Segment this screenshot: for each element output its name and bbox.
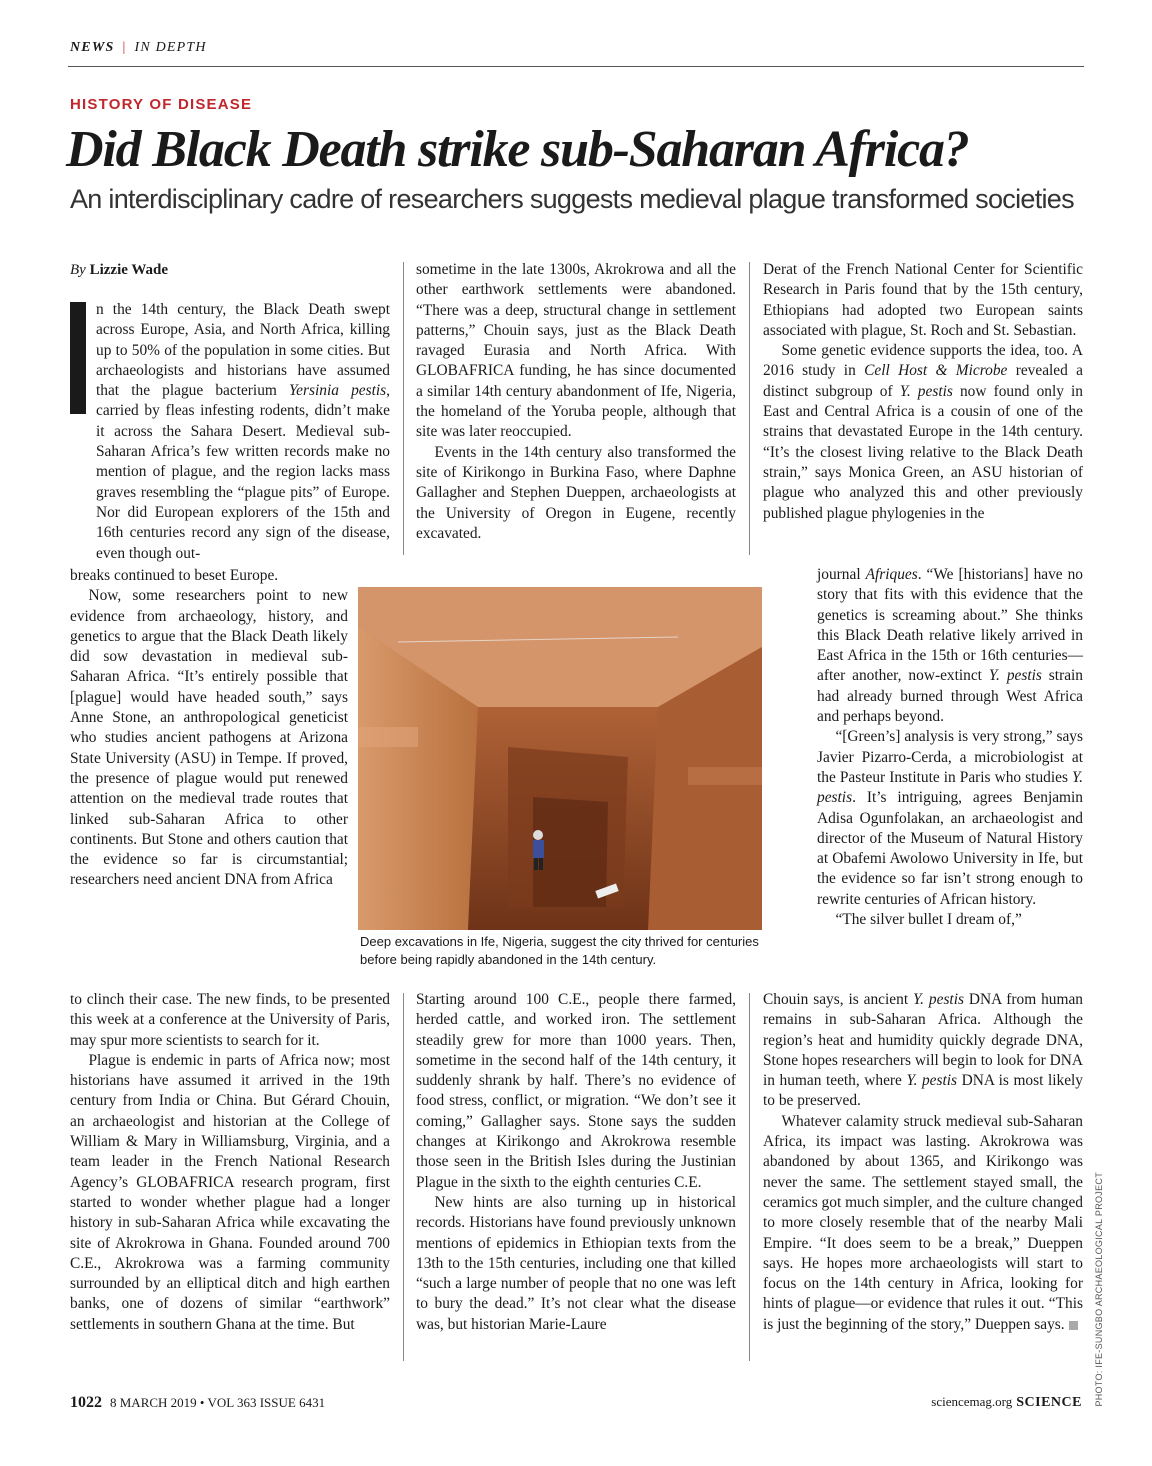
- header-rule: [68, 66, 1084, 67]
- col3-wrap-b: . “We [historians] have no story that fits with this evidence that the genetics is screaming about.” She thinks this Black Death relative likely arrived in East Africa in the 15th or 16th centuries—after another, now-extinct: [817, 566, 1083, 685]
- col1-p1-text: n the 14th century, the Black Death swept across Europe, Asia, and North Africa, killing up to 50% of the population in some cities. But archaeologists and historians have assumed that the plague bacterium: [96, 301, 390, 400]
- column-rule-2b: [749, 993, 750, 1361]
- col1-p1-rest: , carried by fleas infesting rodents, didn’t make it across the Sahara Desert. Medieval sub-Saharan Africa’s few written records make no mention of plague, and the region lacks mass graves resembling the “plague pits” of Europe. Nor did European explorers of the 15th and 16th centuries record any sign of the disease, even though out-: [96, 382, 390, 562]
- col3-p3a: “[Green’s] analysis is very strong,” says Javier Pizarro-Cerda, a microbiologist at the Pasteur Institute in Paris who studies: [817, 728, 1083, 786]
- byline-author: Lizzie Wade: [89, 262, 169, 278]
- dek: An interdisciplinary cadre of researchers suggests medieval plague transformed societies: [70, 184, 1074, 214]
- col1-p1-indent: [96, 300, 390, 564]
- col3-p4c: DNA from human remains in sub-Saharan Africa. Although the region’s heat and humidity quickly degrade DNA, Stone hopes researchers will begin to look for DNA in human teeth, where: [763, 991, 1084, 1090]
- col3-p2-journal: Cell Host & Microbe: [864, 362, 1008, 380]
- excavation-photo: [358, 587, 762, 930]
- col3-p3b: . It’s intriguing, agrees Benjamin Adisa Ogunfolakan, an archaeologist and director of the Museum of Natural History at Obafemi Awolowo University in Ife, but the evidence so far isn’t strong enough to rewrite centuries of African history.: [817, 789, 1083, 908]
- col3-p2b: revealed a distinct subgroup of: [763, 362, 1083, 400]
- byline: [70, 262, 168, 279]
- magazine-name: SCIENCE: [1016, 1395, 1082, 1410]
- col3-top: [763, 260, 1083, 524]
- footer-left: [70, 1394, 325, 1412]
- col2-p2: Events in the 14th century also transformed the site of Kirikongo in Burkina Faso, where Daphne Gallagher and Stephen Dueppen, archaeologists at the University of Oregon in Eugene, recently excavated.: [416, 443, 736, 542]
- photo-credit: PHOTO: IFE-SUNGBO ARCHAEOLOGICAL PROJECT: [1094, 1172, 1104, 1407]
- col3-p2-yp: Y. pestis: [899, 382, 953, 400]
- col1-p1-wrap: breaks continued to beset Europe.: [70, 567, 279, 584]
- col3-narrow: [817, 565, 1083, 930]
- col1-bottom: [70, 990, 390, 1335]
- section-name: NEWS: [70, 40, 115, 55]
- column-rule-1a: [403, 262, 404, 555]
- site-url: sciencemag.org: [931, 1394, 1013, 1409]
- col3-p4d: DNA is most likely to be preserved.: [763, 1072, 1083, 1110]
- col1-p2-rest: to clinch their case. The new finds, to be presented this week at a conference at the University of Paris, may spur more scientists to search for it.: [70, 991, 390, 1049]
- end-mark-icon: [1069, 1321, 1078, 1330]
- section-header: NEWS | IN DEPTH: [70, 40, 207, 55]
- page-number: 1022: [70, 1394, 102, 1411]
- subsection-name: IN DEPTH: [134, 40, 207, 55]
- dropcap: [70, 302, 86, 414]
- col3-p5: Whatever calamity struck medieval sub-Saharan Africa, its impact was lasting. Akrokrowa was abandoned by about 1365, and Kirikongo was never the same. The settlement stayed small, the ceramics got much simpler, and the culture changed to more closely resemble that of the nearby Mali Empire. “It does seem to be a break,” Dueppen says. He hopes more archaeologists will start to focus on the 14th century in Africa, looking for hints of plague—or evidence that rules it out. “This is just the beginning of the story,” Dueppen says.: [763, 1112, 1083, 1333]
- col3-p4a: “The silver bullet I dream of,”: [835, 911, 1022, 929]
- col3-wrap-a: journal: [817, 566, 866, 583]
- issue-info: 8 MARCH 2019 • VOL 363 ISSUE 6431: [110, 1395, 326, 1410]
- photo-caption: Deep excavations in Ife, Nigeria, suggest the city thrived for centuries before being rapidly abandoned in the 14th century.: [360, 934, 759, 967]
- col3-wrap-yp: Y. pestis: [988, 667, 1042, 685]
- col3-wrap-c: strain had already burned through West Africa and perhaps beyond.: [817, 667, 1084, 726]
- footer-right: [931, 1394, 1082, 1411]
- kicker: HISTORY OF DISEASE: [70, 96, 253, 113]
- column-rule-2a: [749, 262, 750, 555]
- col3-wrap-journal: Afriques: [865, 566, 918, 583]
- column-rule-1b: [403, 993, 404, 1361]
- col3-p4b: Chouin says, is ancient: [763, 991, 914, 1008]
- col3-p4-yp: Y. pestis: [913, 991, 964, 1008]
- headline: Did Black Death strike sub-Saharan Africa?: [66, 121, 969, 178]
- col3-p3-yp: Y. pestis: [817, 768, 1083, 807]
- col3-p4-yp2: Y. pestis: [906, 1072, 958, 1090]
- col2-top-text: sometime in the late 1300s, Akrokrowa and all the other earthwork settlements were abandoned. “There was a deep, structural change in settlement patterns,” Chouin says, just as the Black Death ravaged Eurasia and North Africa. With GLOBAFRICA funding, he has since documented a similar 14th century abandonment of Ife, Nigeria, the homeland of the Yoruba people, although that site was later reoccupied.: [416, 261, 736, 441]
- col3-p2c: now found only in East and Central Africa is a cousin of one of the strains that devastated Europe in the 14th century. “It’s the closest living relative to the Black Death strain,” says Monica Green, an ASU historian of plague who analyzed this and other previously published plague phylogenies in the: [763, 382, 1084, 522]
- col2-p4: New hints are also turning up in historical records. Historians have found previously unknown mentions of epidemics in Ethiopian texts from the 13th to the 15th centuries, including one that killed “such a large number of people that no one was left to bury the dead.” It’s not clear what the disease was, but historian Marie-Laure: [416, 1193, 736, 1333]
- excavation-photo-illustration: [358, 587, 762, 930]
- col3-top-text: Derat of the French National Center for Scientific Research in Paris found that by the 15th century, Ethiopians had adopted two European saints associated with plague, St. Roch and St. Sebastian.: [763, 261, 1083, 339]
- col3-bottom: [763, 990, 1083, 1335]
- col3-p2a: Some genetic evidence supports the idea, too. A 2016 study in: [763, 342, 1083, 380]
- col2-bottom-text: Starting around 100 C.E., people there farmed, herded cattle, and worked iron. The settlement steadily grew for more than 1000 years. Then, sometime in the second half of the 14th century, it suddenly shrank by half. There’s no evidence of food stress, conflict, or migration. “We don’t see it coming,” Gallagher says. Stone says the sudden changes at Kirikongo and Akrokrowa resemble those seen in the British Isles during the Justinian Plague in the sixth to the eighth centuries C.E.: [416, 991, 736, 1191]
- col1-p2: Now, some researchers point to new evidence from archaeology, history, and genetics to argue that the Black Death likely did sow devastation in medieval sub-Saharan Africa. “It’s entirely possible that [plague] would have headed south,” says Anne Stone, an anthropological geneticist who studies ancient pathogens at Arizona State University (ASU) in Tempe. If proved, the presence of plague would put renewed attention on the medieval trade routes that linked sub-Saharan Africa to other continents. But Stone and others caution that the evidence so far is circumstantial; researchers need ancient DNA from Africa: [70, 587, 348, 889]
- col2-top: [416, 260, 736, 544]
- col1-p1-italic: Yersinia pestis: [289, 382, 387, 400]
- col2-bottom: [416, 990, 736, 1335]
- byline-prefix: By: [70, 262, 86, 278]
- col1-p3: Plague is endemic in parts of Africa now; most historians have assumed it arrived in the 19th century from India or China. But Gérard Chouin, an archaeologist and historian at the College of William & Mary in Williamsburg, Virginia, and a team leader in the French National Research Agency’s GLOBAFRICA research program, first started to wonder whether plague had a longer history in sub-Saharan Africa while excavating the site of Akrokrowa in Ghana. Founded around 700 C.E., Akrokrowa was a farming community surrounded by an elliptical ditch and high earthen banks, one of dozens of similar “earthwork” settlements in southern Ghana at the time. But: [70, 1051, 390, 1333]
- col1-narrow: [70, 566, 348, 891]
